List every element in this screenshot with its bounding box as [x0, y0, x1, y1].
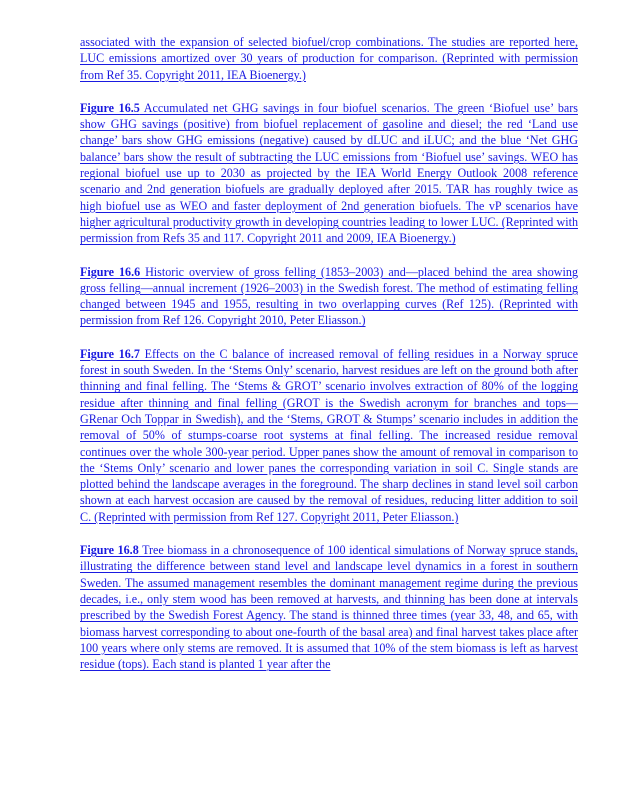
paragraph-figure-16-6 — [80, 264, 578, 329]
paragraph-text: Tree biomass in a chronosequence of 100 identical simulations of Norway spruce stands, illustrating the difference between stand level and landscape level dynamics in a forest in southern Sweden. The assumed management resembles the dominant management regime during the previous decades, i.e., only stem wood has been removed at harvests, and thinning has been done at intervals prescribed by the Swedish Forest Agency. The stand is thinned three times (year 33, 48, and 65, with biomass harvest corresponding to about one-fourth of the basal area) and final harvest takes place after 100 years where only stems are removed. It is assumed that 10% of the stem biomass is left as harvest residue (tops). Each stand is planted 1 year after the — [80, 543, 578, 672]
paragraph-figure-16-8 — [80, 542, 578, 672]
paragraph-intro — [80, 34, 578, 83]
figure-label-16-5: Figure 16.5 — [80, 100, 140, 115]
paragraph-figure-16-5 — [80, 100, 578, 247]
figure-label-16-7: Figure 16.7 — [80, 346, 140, 361]
figure-label-16-6: Figure 16.6 — [80, 264, 141, 279]
figure-label-16-8: Figure 16.8 — [80, 543, 139, 558]
paragraph-text: Historic overview of gross felling (1853–2003) and—placed behind the area showing gross felling—annual increment (1926–2003) in the Swedish forest. The method of estimating felling changed between 1945 and 1955, resulting in two overlapping curves (Ref 125). (Reprinted with permission from Ref 126. Copyright 2010, Peter Eliasson.) — [80, 264, 578, 328]
paragraph-text: Effects on the C balance of increased removal of felling residues in a Norway spruce forest in south Sweden. In the ‘Stems Only’ scenario, harvest residues are left on the ground both after thinning and final felling. The ‘Stems & GROT’ scenario involves extraction of 80% of the logging residue after thinning and final felling (GROT is the Swedish acronym for branches and tops—GRenar Och Toppar in Swedish), and the ‘Stems, GROT & Stumps’ scenario includes in addition the removal of 50% of stumps-coarse root systems at final felling. The increased residue removal continues over the whole 300-year period. Upper panes show the amount of removal in comparison to the ‘Stems Only’ scenario and lower panes the corresponding variation in soil C. Single stands are plotted behind the landscape averages in the foreground. The sharp declines in stand level soil carbon shown at each harvest occasion are caused by the removal of residues, reducing litter addition to soil C. (Reprinted with permission from Ref 127. Copyright 2011, Peter Eliasson.) — [80, 346, 578, 524]
page-text-column — [80, 34, 578, 672]
paragraph-text: Accumulated net GHG savings in four biofuel scenarios. The green ‘Biofuel use’ bars show GHG savings (positive) from biofuel replacement of gasoline and diesel; the red ‘Land use change’ bars show GHG emissions (negative) caused by dLUC and iLUC; and the blue ‘Net GHG balance’ bars show the result of subtracting the LUC emissions from ‘Biofuel use’ savings. WEO has regional biofuel use up to 2030 as projected by the IEA World Energy Outlook 2008 reference scenario and 2nd generation biofuels are gradually deployed after 2015. TAR has roughly twice as high biofuel use as WEO and faster deployment of 2nd generation biofuels. The vP scenarios have higher agricultural productivity growth in developing countries leading to lower LUC. (Reprinted with permission from Refs 35 and 117. Copyright 2011 and 2009, IEA Bioenergy.) — [80, 100, 578, 246]
paragraph-text: associated with the expansion of selected biofuel/crop combinations. The studies are reported here, LUC emissions amortized over 30 years of production for comparison. (Reprinted with permission from Ref 35. Copyright 2011, IEA Bioenergy.) — [80, 35, 578, 82]
paragraph-figure-16-7 — [80, 346, 578, 525]
